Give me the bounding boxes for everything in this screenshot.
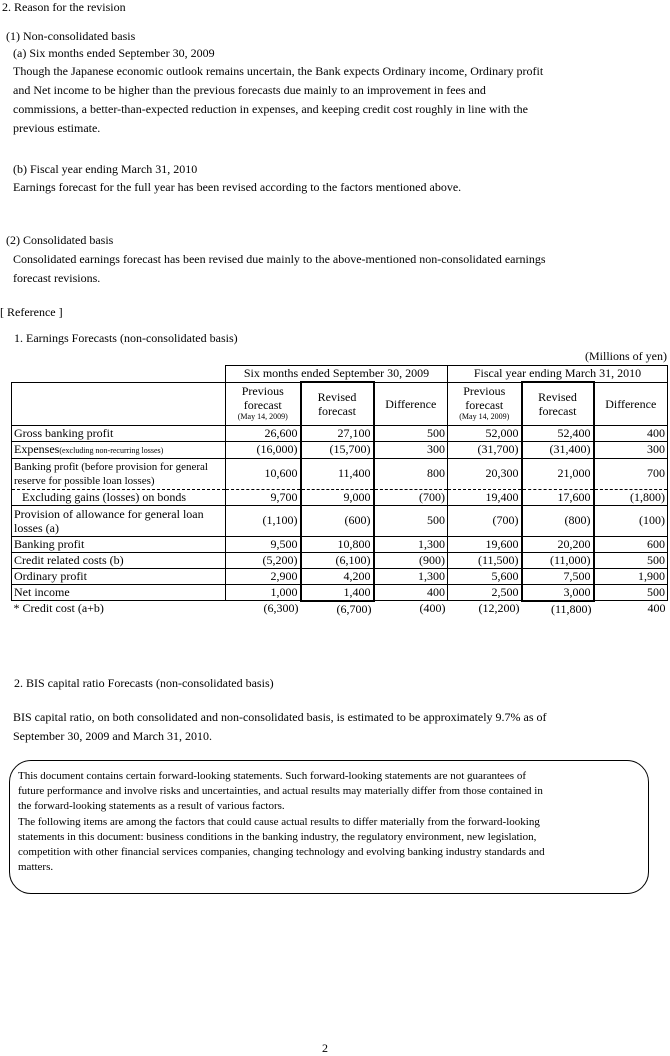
- period-six-months: Six months ended September 30, 2009: [226, 366, 448, 383]
- six-months-paragraph: Though the Japanese economic outlook remains uncertain, the Bank expects Ordinary income, Ordinary profit and Net income to be higher than the previous forecasts due mainly to an improvement in fees and commissions, a better-than-expected reduction in expenses, and keeping credit cost roughly in line with the previous estimate.: [13, 64, 544, 135]
- bis-title: 2. BIS capital ratio Forecasts (non-consolidated basis): [14, 676, 274, 690]
- consolidated-heading: (2) Consolidated basis: [6, 233, 114, 247]
- table-row: Net income 1,000 1,400 400 2,500 3,000 500: [12, 584, 668, 601]
- col-revised-forecast: Revised forecast: [301, 382, 374, 425]
- bis-paragraph: BIS capital ratio, on both consolidated and non-consolidated basis, is estimated to be approximately 9.7% as of September 30, 2009 and March 31, 2010.: [13, 710, 547, 743]
- fiscal-year-heading: (b) Fiscal year ending March 31, 2010: [13, 162, 198, 176]
- table-row: Credit related costs (b) (5,200) (6,100) (900) (11,500) (11,000) 500: [12, 552, 668, 568]
- unit-note: (Millions of yen): [585, 349, 667, 363]
- forward-looking-disclaimer: This document contains certain forward-looking statements. Such forward-looking statements are not guarantees of future performance and involve risks and uncertainties, and actual results may materially differ from those contained in the forward-looking statements as a result of various factors. The following items are among the factors that could cause actual results to differ materially from the forward-looking statements in this document: business conditions in the banking industry, the regulatory environment, new legislation, competition with other financial services companies, changing technology and evolving banking industry standards and matters.: [9, 760, 649, 894]
- table-row: Expenses(excluding non-recurring losses) (16,000) (15,700) 300 (31,700) (31,400) 300: [12, 441, 668, 458]
- col-difference-fy: Difference: [594, 382, 668, 425]
- page-number: 2: [322, 1041, 328, 1055]
- table-row: Banking profit (before provision for general reserve for possible loan losses) 10,600 11,400 800 20,300 21,000 700: [12, 458, 668, 489]
- consolidated-paragraph: Consolidated earnings forecast has been revised due mainly to the above-mentioned non-consolidated earnings forecast revisions.: [13, 252, 546, 285]
- col-previous-forecast: Previous forecast (May 14, 2009): [226, 382, 301, 425]
- earnings-forecasts-title: 1. Earnings Forecasts (non-consolidated basis): [14, 331, 238, 345]
- table-row: Excluding gains (losses) on bonds 9,700 9,000 (700) 19,400 17,600 (1,800): [12, 489, 668, 505]
- col-previous-forecast-fy: Previous forecast (May 14, 2009): [448, 382, 522, 425]
- table-row: Banking profit 9,500 10,800 1,300 19,600 20,200 600: [12, 536, 668, 552]
- table-row: Gross banking profit 26,600 27,100 500 52,000 52,400 400: [12, 425, 668, 441]
- table-row: Provision of allowance for general loan losses (a) (1,100) (600) 500 (700) (800) (100): [12, 505, 668, 536]
- nonconsolidated-heading: (1) Non-consolidated basis: [6, 29, 136, 43]
- reference-label: [ Reference ]: [0, 305, 63, 319]
- six-months-heading: (a) Six months ended September 30, 2009: [13, 46, 215, 60]
- table-row: Ordinary profit 2,900 4,200 1,300 5,600 7,500 1,900: [12, 568, 668, 584]
- fiscal-year-paragraph: Earnings forecast for the full year has been revised according to the factors mentioned above.: [13, 180, 462, 194]
- period-fiscal-year: Fiscal year ending March 31, 2010: [448, 366, 668, 383]
- col-revised-forecast-fy: Revised forecast: [522, 382, 594, 425]
- earnings-forecast-table: [11, 365, 668, 617]
- col-difference: Difference: [374, 382, 448, 425]
- section-title: 2. Reason for the revision: [2, 0, 126, 14]
- table-row: * Credit cost (a+b) (6,300) (6,700) (400) (12,200) (11,800) 400: [13, 601, 666, 616]
